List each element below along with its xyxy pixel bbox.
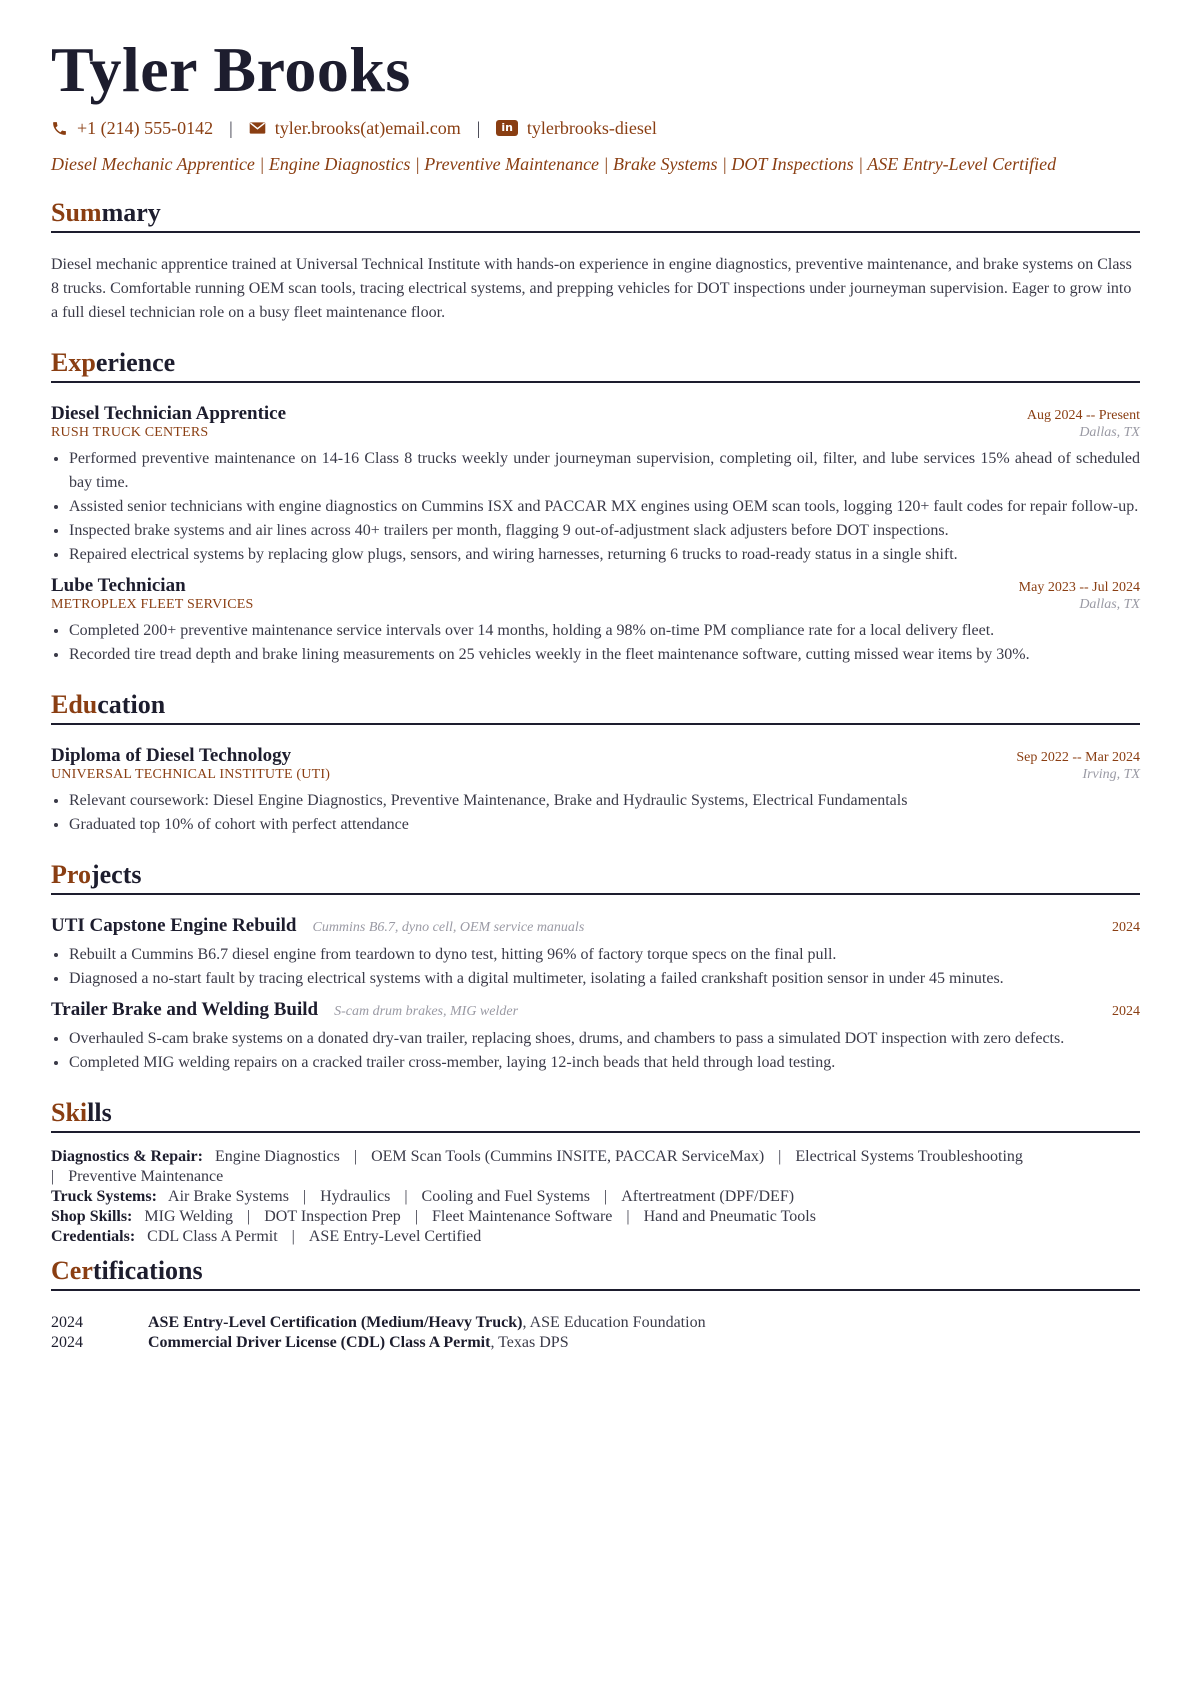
separator: | [229,117,233,138]
certification-item [51,1313,1140,1333]
skills-list [51,1147,1140,1247]
bullet-item: • Completed MIG welding repairs on a cracked trailer cross-member, laying 12-inch beads that held through load testing. [69,1051,1140,1075]
school-location: Irving, TX [1082,767,1140,782]
bullet-item: • Relevant coursework: Diesel Engine Diagnostics, Preventive Maintenance, Brake and Hydraulic Systems, Electrical Fundamentals [69,789,1140,813]
job-title: Lube Technician [51,575,186,596]
bullet-item: • Inspected brake systems and air lines across 40+ trailers per month, flagging 9 out-of-adjustment slack adjusters before DOT inspections. [69,519,1140,543]
section-title: Summary [51,197,1140,233]
summary-text: Diesel mechanic apprentice trained at Universal Technical Institute with hands-on experience in engine diagnostics, preventive maintenance, and brake systems on Class 8 trucks. Comfortable running OEM scan tools, tracing electrical systems, and prepping vehicles for DOT inspections under journeyman supervision. Eager to grow into a full diesel technician role on a busy fleet maintenance floor. [51,256,1132,321]
separator: | [603,1188,608,1205]
skill-item: Cooling and Fuel Systems [421,1188,590,1205]
project-tech: Cummins B6.7, dyno cell, OEM service manuals [312,920,585,935]
certifications-list [51,1313,1140,1353]
separator: | [51,1168,55,1185]
skill-row [51,1147,1140,1187]
skill-item: Hand and Pneumatic Tools [643,1208,816,1225]
project-title: Trailer Brake and Welding Build [51,999,319,1020]
skill-item: ASE Entry-Level Certified [308,1228,482,1245]
separator: | [626,1208,630,1225]
section-title: Education [51,689,1140,725]
experience-entry [51,575,1140,667]
experience-entry [51,403,1140,567]
project-tech: S-cam drum brakes, MIG welder [334,1004,519,1019]
employer: METROPLEX FLEET SERVICES [51,597,254,612]
projects-section [51,859,1140,1075]
skill-category: Truck Systems: [51,1188,157,1205]
separator: | [302,1188,307,1205]
project-title: UTI Capstone Engine Rebuild [51,915,297,936]
separator: | [353,1148,358,1165]
skill-item: Engine Diagnostics [214,1148,340,1165]
section-title: Certifications [51,1255,1140,1291]
project-entry [51,915,1140,991]
skill-item: MIG Welding [144,1208,234,1225]
last-name: Brooks [213,34,411,105]
phone-icon [51,120,68,137]
email-link[interactable] [249,118,461,139]
project-year: 2024 [1112,920,1140,935]
skill-item: OEM Scan Tools (Cummins INSITE, PACCAR ServiceMax) [371,1148,765,1165]
mail-icon [249,121,266,135]
contact-line [51,116,1140,140]
job-title: Diesel Technician Apprentice [51,403,287,424]
skill-item: Preventive Maintenance [68,1168,224,1185]
skill-item: Air Brake Systems [168,1188,289,1205]
tagline: Diesel Mechanic Apprentice | Engine Diagnostics | Preventive Maintenance | Brake Systems | DOT Inspections | ASE Entry-Level Certified [51,154,1057,174]
bullet-item: • Performed preventive maintenance on 14-16 Class 8 trucks weekly under journeyman supervision, completing oil, filter, and lube services 15% ahead of scheduled bay time. [69,447,1140,495]
bullet-item: • Assisted senior technicians with engine diagnostics on Cummins ISX and PACCAR MX engines using OEM scan tools, logging 120+ fault codes for repair follow-up. [69,495,1140,519]
separator: | [247,1208,251,1225]
skill-item: Electrical Systems Troubleshooting [795,1148,1023,1165]
project-bullets [51,943,1140,991]
separator: | [778,1148,782,1165]
bullet-item: • Rebuilt a Cummins B6.7 diesel engine from teardown to dyno test, hitting 96% of factory torque specs on the final pull. [69,943,1140,967]
skill-row [51,1227,1140,1247]
cert-name: Commercial Driver License (CDL) Class A Permit [148,1334,491,1351]
separator: | [291,1228,295,1245]
skill-row [51,1207,1140,1227]
certification-item [51,1333,1140,1353]
skill-category: Credentials: [51,1228,136,1245]
separator: | [476,117,481,138]
phone-link[interactable] [51,118,213,139]
summary-section [51,197,1140,325]
section-title: Skills [51,1097,1140,1133]
job-location: Dallas, TX [1079,425,1140,440]
job-bullets [51,447,1140,567]
cert-issuer: , ASE Education Foundation [522,1314,706,1331]
project-bullets [51,1027,1140,1075]
certifications-section [51,1255,1140,1353]
skill-item: Fleet Maintenance Software [432,1208,613,1225]
education-section [51,689,1140,837]
experience-section [51,347,1140,667]
candidate-name [51,34,1140,105]
first-name: Tyler [51,34,197,105]
education-entry [51,745,1140,837]
email-text: tyler.brooks(at)email.com [274,117,461,138]
bullet-item: • Diagnosed a no-start fault by tracing electrical systems with a digital multimeter, isolating a failed crankshaft position sensor in under 45 minutes. [69,967,1140,991]
education-dates: Sep 2022 -- Mar 2024 [1016,750,1140,765]
bullet-item: • Overhauled S-cam brake systems on a donated dry-van trailer, replacing shoes, drums, and chambers to pass a simulated DOT inspection with zero defects. [69,1027,1140,1051]
cert-issuer: , Texas DPS [490,1334,569,1351]
separator: | [404,1188,408,1205]
job-bullets [51,619,1140,667]
degree-title: Diploma of Diesel Technology [51,745,292,766]
skills-section [51,1097,1140,1247]
phone-text: +1 (214) 555-0142 [77,117,214,138]
skill-row [51,1187,1140,1207]
bullet-item: • Completed 200+ preventive maintenance service intervals over 14 months, holding a 98% on-time PM compliance rate for a local delivery fleet. [69,619,1140,643]
bullet-item: • Recorded tire tread depth and brake lining measurements on 25 vehicles weekly in the fleet maintenance software, cutting missed wear items by 30%. [69,643,1140,667]
section-title: Projects [51,859,1140,895]
job-location: Dallas, TX [1079,597,1140,612]
job-dates: Aug 2024 -- Present [1026,408,1140,423]
linkedin-text: tylerbrooks-diesel [526,117,657,138]
job-dates: May 2023 -- Jul 2024 [1018,580,1140,595]
project-year: 2024 [1112,1004,1140,1019]
section-title: Experience [51,347,1140,383]
bullet-item: • Graduated top 10% of cohort with perfect attendance [69,813,1140,837]
skill-item: CDL Class A Permit [147,1228,278,1245]
cert-year: 2024 [51,1314,83,1331]
project-entry [51,999,1140,1075]
bullet-item: • Repaired electrical systems by replacing glow plugs, sensors, and wiring harnesses, returning 6 trucks to road-ready status in a single shift. [69,543,1140,567]
skill-category: Shop Skills: [51,1208,133,1225]
skill-item: DOT Inspection Prep [264,1208,401,1225]
skill-item: Hydraulics [320,1188,391,1205]
separator: | [414,1208,419,1225]
skill-category: Diagnostics & Repair: [51,1148,203,1165]
cert-year: 2024 [51,1334,83,1351]
skill-item: Aftertreatment (DPF/DEF) [621,1188,795,1205]
employer: RUSH TRUCK CENTERS [51,425,209,440]
education-bullets [51,789,1140,837]
school: UNIVERSAL TECHNICAL INSTITUTE (UTI) [51,767,331,782]
cert-name: ASE Entry-Level Certification (Medium/Heavy Truck) [148,1314,523,1331]
linkedin-icon: in [496,120,518,136]
linkedin-link[interactable] [496,118,657,139]
